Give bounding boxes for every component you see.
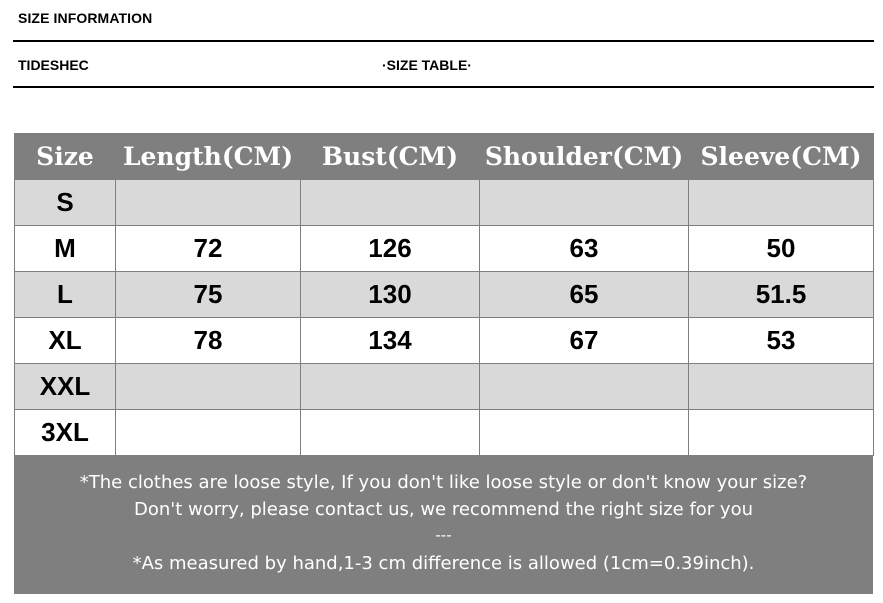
sleeve-cell bbox=[689, 364, 874, 410]
header-size: Size bbox=[15, 134, 116, 180]
note-measurement-tolerance: *As measured by hand,1-3 cm difference is allowed (1cm=0.39inch). bbox=[132, 553, 755, 574]
note-separator: --- bbox=[435, 526, 452, 544]
sleeve-cell: 50 bbox=[689, 226, 874, 272]
bust-cell bbox=[301, 410, 480, 456]
table-row bbox=[15, 410, 874, 456]
bust-cell: 126 bbox=[301, 226, 480, 272]
size-chart bbox=[14, 133, 873, 594]
table-header-row bbox=[15, 134, 874, 180]
header-shoulder: Shoulder(CM) bbox=[480, 134, 689, 180]
size-cell: L bbox=[15, 272, 116, 318]
shoulder-cell: 63 bbox=[480, 226, 689, 272]
brand-name: TIDESHEC bbox=[18, 57, 89, 73]
shoulder-cell bbox=[480, 364, 689, 410]
shoulder-cell bbox=[480, 180, 689, 226]
table-row bbox=[15, 272, 874, 318]
header-sleeve: Sleeve(CM) bbox=[689, 134, 874, 180]
size-cell: M bbox=[15, 226, 116, 272]
size-cell: XL bbox=[15, 318, 116, 364]
length-cell: 72 bbox=[116, 226, 301, 272]
size-notes bbox=[14, 456, 873, 594]
size-cell: XXL bbox=[15, 364, 116, 410]
header-bust: Bust(CM) bbox=[301, 134, 480, 180]
header-divider-bottom bbox=[13, 86, 874, 88]
bust-cell: 130 bbox=[301, 272, 480, 318]
size-table-label: ·SIZE TABLE· bbox=[382, 57, 472, 73]
size-cell: 3XL bbox=[15, 410, 116, 456]
table-row bbox=[15, 226, 874, 272]
bust-cell: 134 bbox=[301, 318, 480, 364]
sleeve-cell: 51.5 bbox=[689, 272, 874, 318]
length-cell bbox=[116, 364, 301, 410]
length-cell bbox=[116, 180, 301, 226]
header-divider-top bbox=[13, 40, 874, 42]
sleeve-cell bbox=[689, 180, 874, 226]
sleeve-cell bbox=[689, 410, 874, 456]
length-cell bbox=[116, 410, 301, 456]
length-cell: 75 bbox=[116, 272, 301, 318]
shoulder-cell: 65 bbox=[480, 272, 689, 318]
header-length: Length(CM) bbox=[116, 134, 301, 180]
size-table bbox=[14, 133, 874, 456]
table-row bbox=[15, 318, 874, 364]
sleeve-cell: 53 bbox=[689, 318, 874, 364]
shoulder-cell bbox=[480, 410, 689, 456]
page-title: SIZE INFORMATION bbox=[18, 10, 153, 26]
note-contact-us: Don't worry, please contact us, we recommend the right size for you bbox=[134, 499, 753, 520]
size-cell: S bbox=[15, 180, 116, 226]
bust-cell bbox=[301, 364, 480, 410]
length-cell: 78 bbox=[116, 318, 301, 364]
shoulder-cell: 67 bbox=[480, 318, 689, 364]
table-row bbox=[15, 364, 874, 410]
bust-cell bbox=[301, 180, 480, 226]
table-row bbox=[15, 180, 874, 226]
note-loose-style: *The clothes are loose style, If you don't like loose style or don't know your size? bbox=[79, 472, 808, 493]
